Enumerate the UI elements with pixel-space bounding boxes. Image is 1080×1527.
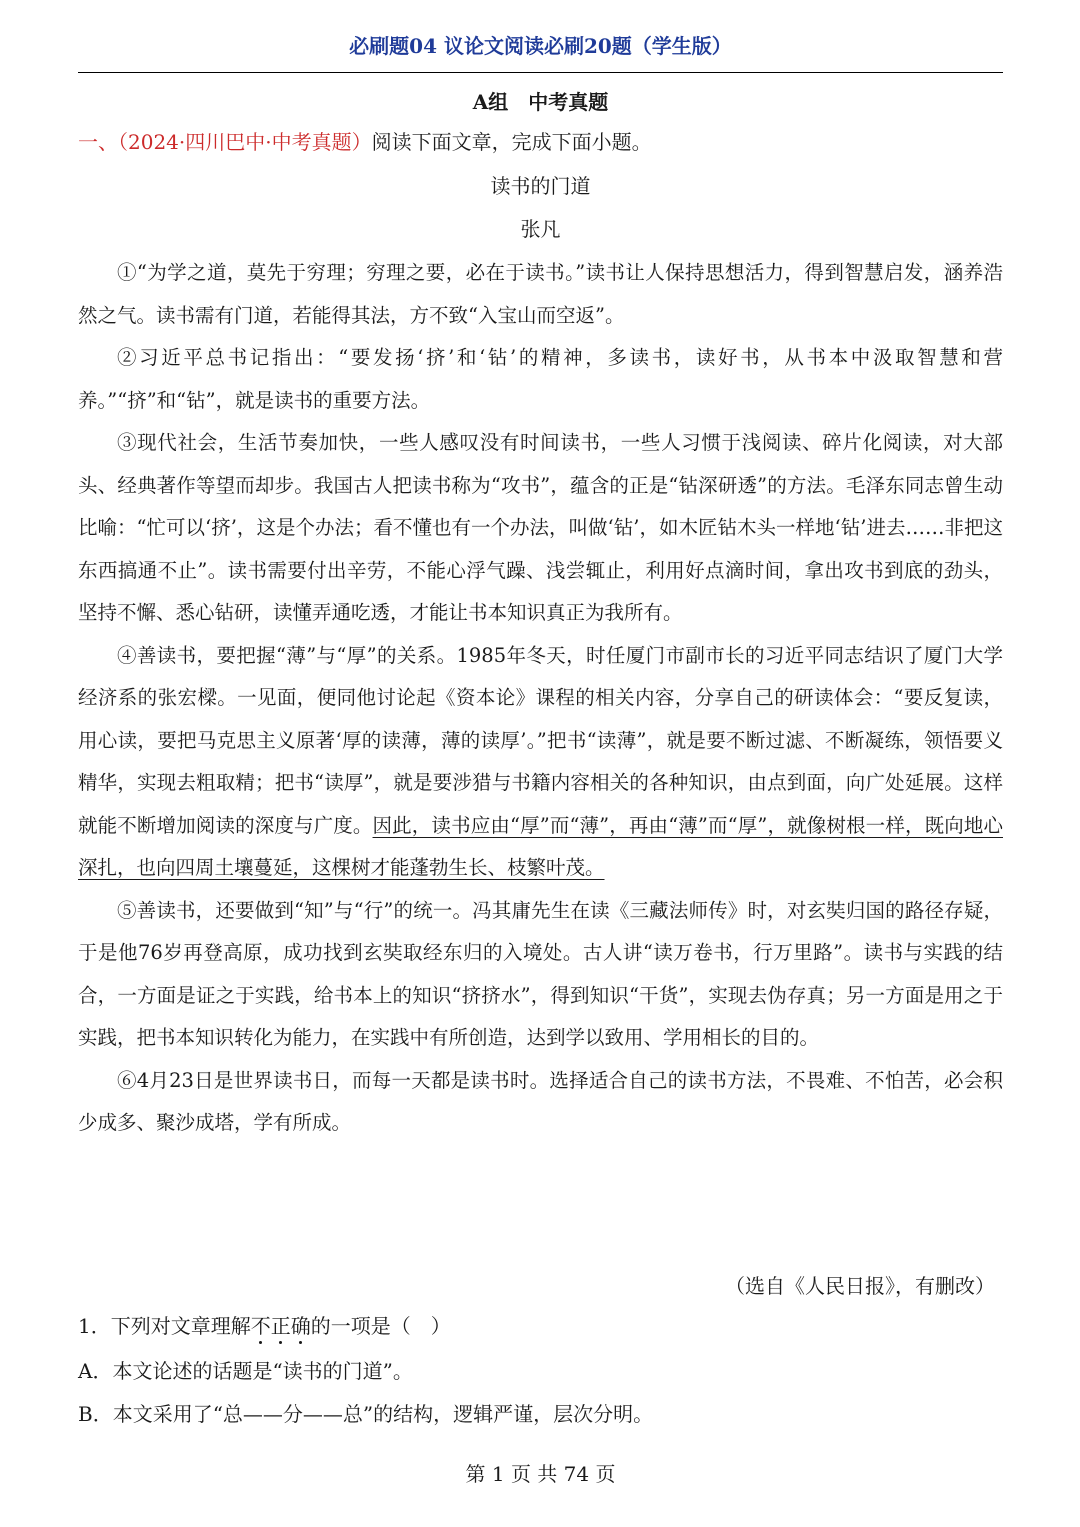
article-title: 读书的门道 [490, 174, 591, 198]
emphasis-char: 不 [250, 1314, 271, 1338]
document-header-title: 必刷题04 议论文阅读必刷20题（学生版） [349, 34, 732, 58]
question-1-option-a: A．本文论述的话题是“读书的门道”。 [78, 1359, 413, 1383]
question-number: 一、 [78, 130, 118, 154]
article-body [78, 252, 1003, 1145]
question-1-emphasis [251, 1314, 311, 1338]
paragraph-4-text: ④善读书，要把握“薄”与“厚”的关系。1985年冬天，时任厦门市副市长的习近平同志结识了厦门大学经济系的张宏樑。一见面，便同他讨论起《资本论》课程的相关内容，分享自己的研读体会：“要反复读，用心读，要把马克思主义原著‘厚的读薄，薄的读厚’。”把书“读薄”，就是要不断过滤、不断凝练，领悟要义精华，实现去粗取精；把书“读厚”，就是要涉猎与书籍内容相关的各种知识，由点到面，向广处延展。这样就能不断增加阅读的深度与广度。 [78, 643, 1003, 837]
article-paragraph-6: ⑥4月23日是世界读书日，而每一天都是读书时。选择适合自己的读书方法，不畏难、不怕苦，必会积少成多、聚沙成塔，学有所成。 [78, 1068, 1003, 1134]
emphasis-char: 正 [270, 1314, 291, 1338]
question-intro [78, 128, 1003, 156]
question-1-prefix: 1．下列对文章理解 [78, 1314, 251, 1338]
question-source: （2024·四川巴中·中考真题） [118, 130, 372, 154]
question-1-suffix: 的一项是（ ） [310, 1314, 451, 1338]
article-paragraph-5: ⑤善读书，还要做到“知”与“行”的统一。冯其庸先生在读《三藏法师传》时，对玄奘归国的路径存疑，于是他76岁再登高原，成功找到玄奘取经东归的入境处。古人讲“读万卷书，行万里路”。读书与实践的结合，一方面是证之于实践，给书本上的知识“挤挤水”，得到知识“干货”，实现去伪存真；另一方面是用之于实践，把书本知识转化为能力，在实践中有所创造，达到学以致用、学用相长的目的。 [78, 898, 1003, 1049]
article-author: 张凡 [520, 217, 561, 241]
article-paragraph-1: ①“为学之道，莫先于穷理；穷理之要，必在于读书。”读书让人保持思想活力，得到智慧启发，涵养浩然之气。读书需有门道，若能得其法，方不致“入宝山而空返”。 [78, 261, 1003, 327]
article-source: （选自《人民日报》，有删改） [725, 1274, 995, 1298]
paragraph-4-underlined-sentence: 因此，读书应由“厚”而“薄”，再由“薄”而“厚”，就像树根一样，既向地心深扎，也向四周土壤蔓延，这棵树才能蓬勃生长、枝繁叶茂。 [78, 813, 1003, 879]
header-divider [78, 72, 1003, 73]
question-1-stem [78, 1310, 1003, 1339]
article-paragraph-2: ②习近平总书记指出：“要发扬‘挤’和‘钻’的精神，多读书，读好书，从书本中汲取智慧和营养。”“挤”和“钻”，就是读书的重要方法。 [78, 346, 1003, 412]
emphasis-char: 确 [290, 1314, 311, 1338]
question-instruction: 阅读下面文章，完成下面小题。 [371, 130, 652, 154]
question-1-option-b: B．本文采用了“总——分——总”的结构，逻辑严谨，层次分明。 [78, 1402, 654, 1426]
article-paragraph-4 [78, 635, 1003, 890]
group-title: A组 中考真题 [472, 90, 609, 114]
page-number-footer: 第 1 页 共 74 页 [465, 1462, 616, 1486]
article-paragraph-3: ③现代社会，生活节奏加快，一些人感叹没有时间读书，一些人习惯于浅阅读、碎片化阅读，对大部头、经典著作等望而却步。我国古人把读书称为“攻书”，蕴含的正是“钻深研透”的方法。毛泽东同志曾生动比喻：“忙可以‘挤’，这是个办法；看不懂也有一个办法，叫做‘钻’，如木匠钻木头一样地‘钻’进去……非把这东西搞通不止”。读书需要付出辛劳，不能心浮气躁、浅尝辄止，利用好点滴时间，拿出攻书到底的劲头，坚持不懈、悉心钻研，读懂弄通吃透，才能让书本知识真正为我所有。 [78, 431, 1003, 624]
